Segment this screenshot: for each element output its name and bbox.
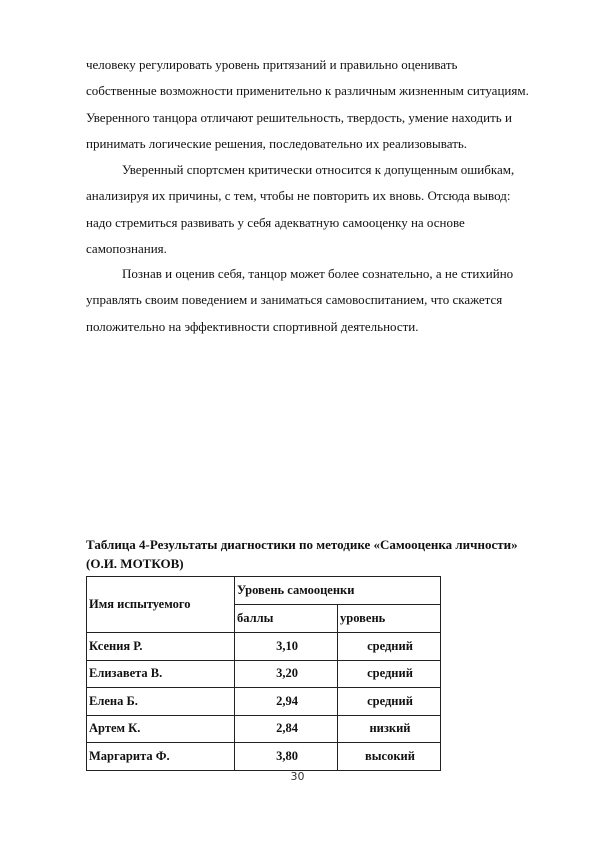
cell-name: Елена Б. [87, 688, 235, 716]
paragraph-2 [86, 157, 546, 262]
text-line-content: Уверенный спортсмен критически относится к допущенным ошибкам, [122, 162, 515, 177]
paragraph-1 [86, 52, 546, 157]
cell-name: Маргарита Ф. [87, 743, 235, 771]
text-line [86, 157, 546, 183]
cell-points: 2,84 [235, 715, 338, 743]
text-line: Уверенного танцора отличают решительность, твердость, умение находить и [86, 109, 512, 125]
header-level: уровень [338, 605, 441, 633]
cell-name: Елизавета В. [87, 660, 235, 688]
table-row [87, 688, 441, 716]
results-table [86, 576, 441, 771]
table-row [87, 715, 441, 743]
cell-points: 3,20 [235, 660, 338, 688]
text-line: принимать логические решения, последовательно их реализовывать. [86, 135, 468, 151]
text-line: собственные возможности применительно к различным жизненным ситуациям. [86, 83, 529, 99]
text-line-content: Познав и оценив себя, танцор может более сознательно, а не стихийно [122, 266, 514, 281]
text-line: управлять своим поведением и заниматься самовоспитанием, что скажется [86, 292, 503, 308]
table-caption-line: (О.И. МОТКОВ) [86, 556, 184, 571]
cell-points: 3,80 [235, 743, 338, 771]
cell-level: средний [338, 633, 441, 661]
header-name: Имя испытуемого [87, 577, 235, 633]
text-line: человеку регулировать уровень притязаний и правильно оценивать [86, 57, 458, 72]
cell-level: высокий [338, 743, 441, 771]
table-header-row [87, 577, 441, 605]
text-line: надо стремиться развивать у себя адекватную самооценку на основе [86, 214, 465, 230]
header-group: Уровень самооценки [235, 577, 441, 605]
text-line: положительно на эффективности спортивной деятельности. [86, 318, 419, 334]
cell-level: средний [338, 688, 441, 716]
cell-name: Артем К. [87, 715, 235, 743]
table-caption [86, 535, 556, 573]
cell-level: средний [338, 660, 441, 688]
text-line: анализируя их причины, с тем, чтобы не повторить их вновь. Отсюда вывод: [86, 188, 511, 204]
paragraph-3 [86, 261, 546, 340]
table-row [87, 633, 441, 661]
cell-points: 2,94 [235, 688, 338, 716]
header-points: баллы [235, 605, 338, 633]
table-row [87, 660, 441, 688]
page-number: 30 [290, 770, 305, 783]
table-row [87, 743, 441, 771]
cell-points: 3,10 [235, 633, 338, 661]
cell-level: низкий [338, 715, 441, 743]
cell-name: Ксения Р. [87, 633, 235, 661]
table-caption-line: Таблица 4-Результаты диагностики по методике «Самооценка личности» [86, 537, 518, 552]
text-line: самопознания. [86, 240, 167, 256]
text-line [86, 261, 546, 287]
